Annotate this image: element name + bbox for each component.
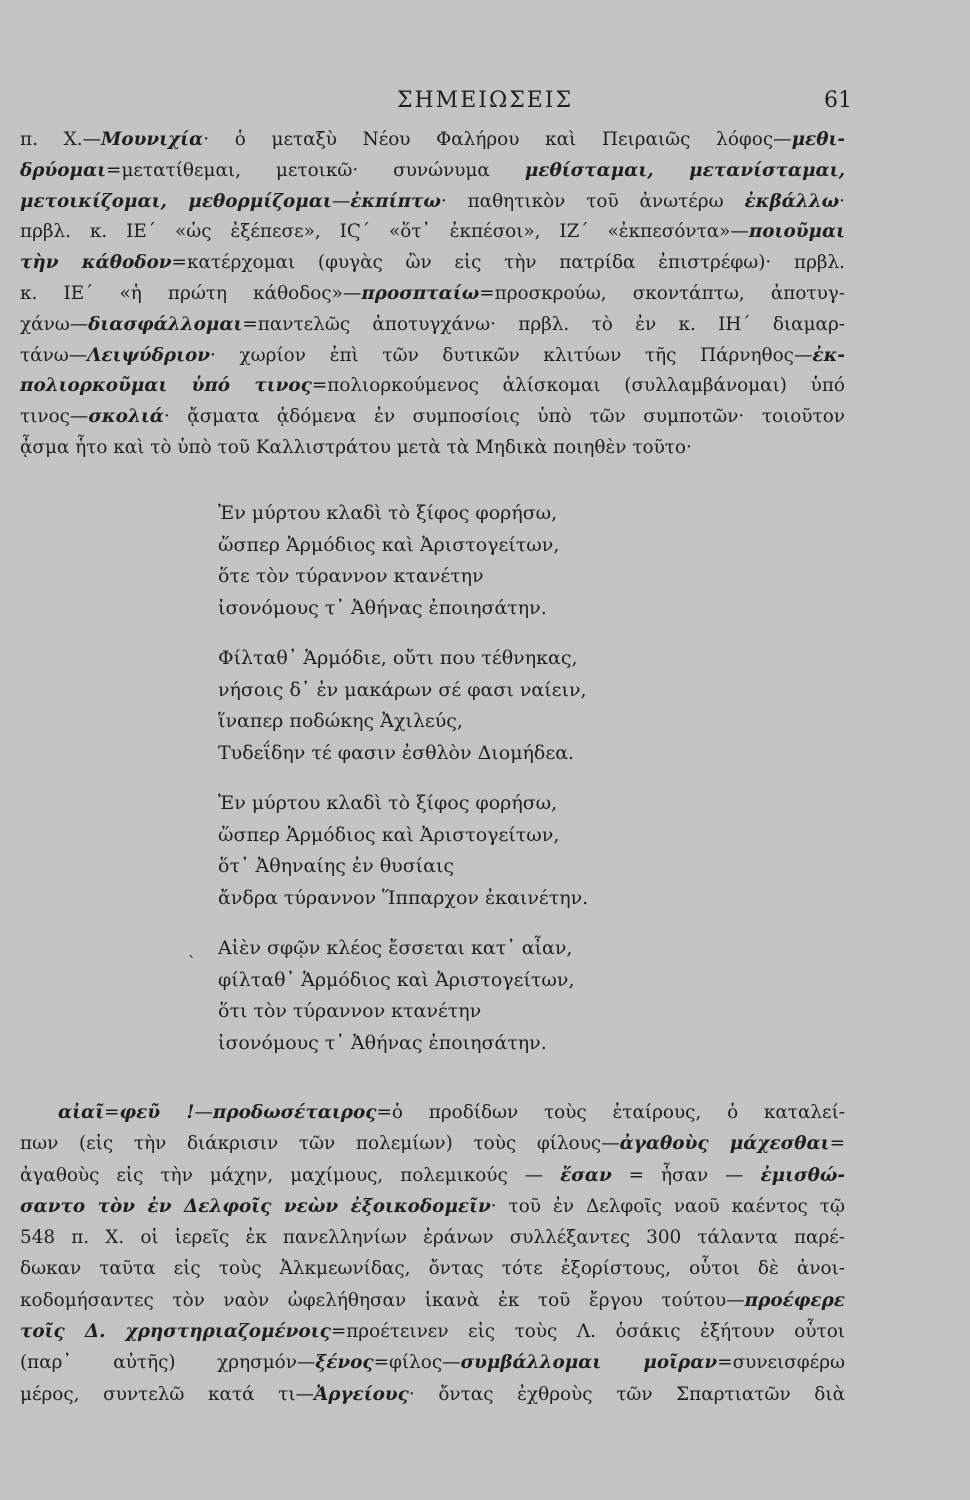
poem-line: Αἰὲν σφῷν κλέος ἔσσεται κατ᾽ αἶαν, [218, 937, 573, 959]
headword: μετοικίζομαι, μεθορμίζομαι [20, 190, 332, 212]
line-text: τινος— [20, 406, 89, 428]
text-line [20, 1379, 845, 1410]
text-line [20, 125, 845, 156]
headword: ἐκβάλλω [744, 190, 840, 212]
line-text: = [829, 1133, 845, 1155]
line-text: =φίλος— [373, 1352, 461, 1374]
headword: προέφερε [744, 1289, 845, 1311]
text-line [20, 1097, 845, 1128]
line-text: · ὁ μεταξὺ Νέου Φαλήρου καὶ Πειραιῶς λόφος— [203, 129, 792, 150]
headword: τὴν κάθοδον [20, 252, 172, 274]
prose-paragraph [20, 125, 845, 464]
poem-line: νήσοις δ᾽ ἐν μακάρων σέ φασι ναίειν, [218, 678, 587, 701]
headword: προσπταίω [361, 282, 480, 304]
line-text: κοδομήσαντες τὸν ναὸν ὠφελήθησαν ἱκανὰ ἐκ τοῦ ἔργου τούτου— [20, 1289, 745, 1311]
text-line [20, 217, 845, 248]
line-text: · ὄντας ἐχθροὺς τῶν Σπαρτιατῶν διὰ [408, 1383, 845, 1405]
headword: διασφάλλομαι [88, 313, 243, 335]
poem [218, 498, 588, 1078]
headword: ἐμισθώ- [760, 1164, 845, 1186]
poem-line: Τυδεΐδην τέ φασιν ἐσθλὸν Διομήδεα. [218, 741, 575, 764]
text-line [20, 1347, 845, 1378]
headword: ξένος [315, 1352, 374, 1374]
line-text: · παθητικὸν τοῦ ἀνωτέρω [440, 190, 745, 212]
text-line [20, 156, 845, 187]
line-text: δωκαν ταῦτα εἰς τοὺς Ἀλκμεωνίδας, ὄντας τότε ἐξορίστους, οὗτοι δὲ ἀνοι- [20, 1258, 845, 1280]
headword: ποιοῦμαι [748, 221, 845, 243]
headword: σαντο τὸν ἐν Δελφοῖς νεὼν ἐξοικοδομεῖν [20, 1195, 491, 1217]
headword: δρύομαι [20, 159, 107, 181]
poem-line: ὅτε τὸν τύραννον κτανέτην [218, 565, 484, 587]
poem-stanza [218, 933, 588, 1059]
line-text: =παντελῶς ἀποτυγχάνω· πρβλ. τὸ ἐν κ. ΙΗ΄ διαμαρ- [242, 313, 845, 335]
text-line [20, 1253, 845, 1284]
line-text: =κατέρχομαι (φυγὰς ὢν εἰς τὴν πατρίδα ἐπιστρέφω)· πρβλ. [171, 252, 846, 274]
text-line [20, 433, 845, 464]
poem-line: Φίλταθ᾽ Ἁρμόδιε, οὔτι που τέθνηκας, [218, 647, 578, 669]
headword: μεθίσταμαι, μετανίσταμαι, [524, 159, 845, 181]
text-line [20, 1316, 845, 1347]
line-text: =προέτεινεν εἰς τοὺς Λ. ὁσάκις ἐξήτουν οὗτοι [330, 1321, 846, 1343]
poem-line: ἰσονόμους τ᾽ Ἀθήνας ἐποιησάτην. [218, 1031, 547, 1054]
text-line [20, 187, 845, 218]
poem-line: Ἐν μύρτου κλαδὶ τὸ ξίφος φορήσω, [218, 502, 558, 524]
poem-line: ἵναπερ ποδώκης Ἀχιλεύς, [218, 710, 463, 732]
page-header [0, 88, 970, 118]
text-line [20, 248, 845, 279]
headword: φεῦ ! [119, 1102, 195, 1123]
headword: ἐκ- [812, 344, 845, 366]
line-text: 548 π. Χ. οἱ ἱερεῖς ἐκ πανελληνίων ἐράνων συλλέξαντες 300 τάλαντα παρέ- [20, 1227, 845, 1249]
poem-stanza [218, 788, 588, 914]
printer-mark: ` [188, 953, 196, 972]
line-text: χάνω— [20, 313, 89, 335]
line-text: · τοῦ ἐν Δελφοῖς ναοῦ καέντος τῷ [490, 1195, 845, 1217]
poem-line: ὥσπερ Ἁρμόδιος καὶ Ἀριστογείτων, [218, 823, 560, 846]
page-number: 61 [824, 88, 852, 113]
poem-stanza [218, 498, 588, 624]
poem-stanza [218, 643, 588, 769]
line-text: =μετατίθεμαι, μετοικῶ· συνώνυμα [106, 159, 525, 181]
headword: ἀγαθοὺς μάχεσθαι [619, 1133, 830, 1155]
line-text: — [194, 1102, 213, 1123]
text-line [20, 1160, 845, 1191]
poem-line: ὅτι τὸν τύραννον κτανέτην [218, 1000, 482, 1022]
notes-paragraph [20, 1097, 845, 1410]
line-text: (παρ᾽ αὐτῆς) χρησμόν— [20, 1352, 316, 1374]
poem-line: Ἐν μύρτου κλαδὶ τὸ ξίφος φορήσω, [218, 792, 558, 814]
line-text: =ὁ προδίδων τοὺς ἑταίρους, ὁ καταλεί- [376, 1102, 845, 1123]
line-text: πρβλ. κ. ΙΕ΄ «ὡς ἐξέπεσε», ΙϚ΄ «ὅτ᾽ ἐκπέσοι», ΙΖ΄ «ἐκπεσόντα»— [20, 221, 749, 243]
line-text: κ. ΙΕ΄ «ἡ πρώτη κάθοδος»— [20, 282, 362, 304]
line-text: · [839, 190, 845, 212]
line-text: π. Χ.— [20, 129, 101, 150]
line-text: =προσκρούω, σκοντάπτω, ἀποτυγ- [479, 282, 845, 304]
text-line [20, 310, 845, 341]
line-text: = [104, 1102, 120, 1123]
text-line [20, 1222, 845, 1253]
line-text: · ᾄσματα ᾀδόμενα ἐν συμποσίοις ὑπὸ τῶν συμποτῶν· τοιοῦτον [163, 406, 845, 428]
running-head: ΣΗΜΕΙΩΣΕΙΣ [396, 88, 574, 113]
headword: ἐκπίπτω [350, 190, 441, 212]
headword: σκολιά [88, 406, 164, 428]
text-line [20, 1191, 845, 1222]
poem-line: ἰσονόμους τ᾽ Ἀθήνας ἐποιησάτην. [218, 596, 547, 619]
text-line [20, 402, 845, 433]
text-line [20, 1285, 845, 1316]
line-text: =πολιορκούμενος ἁλίσκομαι (συλλαμβάνομαι) ὑπό [311, 375, 845, 397]
line-text: =συνεισφέρω [717, 1352, 845, 1374]
line-text: = ἦσαν — [611, 1164, 761, 1186]
headword: Λειψύδριον [87, 344, 211, 366]
headword: προδωσέταιρος [212, 1102, 377, 1123]
line-text: · χωρίον ἐπὶ τῶν δυτικῶν κλιτύων τῆς Πάρνηθος— [210, 344, 813, 366]
line-text: ἀγαθοὺς εἰς τὴν μάχην, μαχίμους, πολεμικούς — [20, 1164, 561, 1186]
headword: συμβάλλομαι μοῖραν [460, 1352, 718, 1374]
headword: μεθι- [791, 129, 846, 150]
headword: τοῖς Δ. χρηστηριαζομένοις [20, 1321, 331, 1343]
line-text: πων (εἰς τὴν διάκρισιν τῶν πολεμίων) τοὺς φίλους— [20, 1133, 620, 1155]
poem-line: φίλταθ᾽ Ἁρμόδιος καὶ Ἀριστογείτων, [218, 968, 575, 991]
poem-line: ὥσπερ Ἁρμόδιος καὶ Ἀριστογείτων, [218, 533, 560, 556]
headword: αἰαῖ [58, 1102, 105, 1123]
text-line [20, 1128, 845, 1159]
poem-line: ἄνδρα τύραννον Ἵππαρχον ἐκαινέτην. [218, 886, 589, 909]
poem-line: ὅτ᾽ Ἀθηναίης ἐν θυσίαις [218, 855, 455, 877]
headword: Μουνιχία [100, 129, 204, 150]
headword: ἔσαν [560, 1164, 612, 1186]
text-line [20, 341, 845, 372]
text-line [20, 279, 845, 310]
headword: Ἀργείους [313, 1383, 409, 1405]
line-text: — [331, 190, 351, 212]
line-text: ᾆσμα ἦτο καὶ τὸ ὑπὸ τοῦ Καλλιστράτου μετὰ τὰ Μηδικὰ ποιηθὲν τοῦτο· [20, 436, 692, 458]
line-text: τάνω— [20, 344, 88, 366]
headword: πολιορκοῦμαι ὑπό τινος [20, 375, 312, 397]
text-line [20, 371, 845, 402]
line-text: μέρος, συντελῶ κατά τι— [20, 1383, 314, 1405]
